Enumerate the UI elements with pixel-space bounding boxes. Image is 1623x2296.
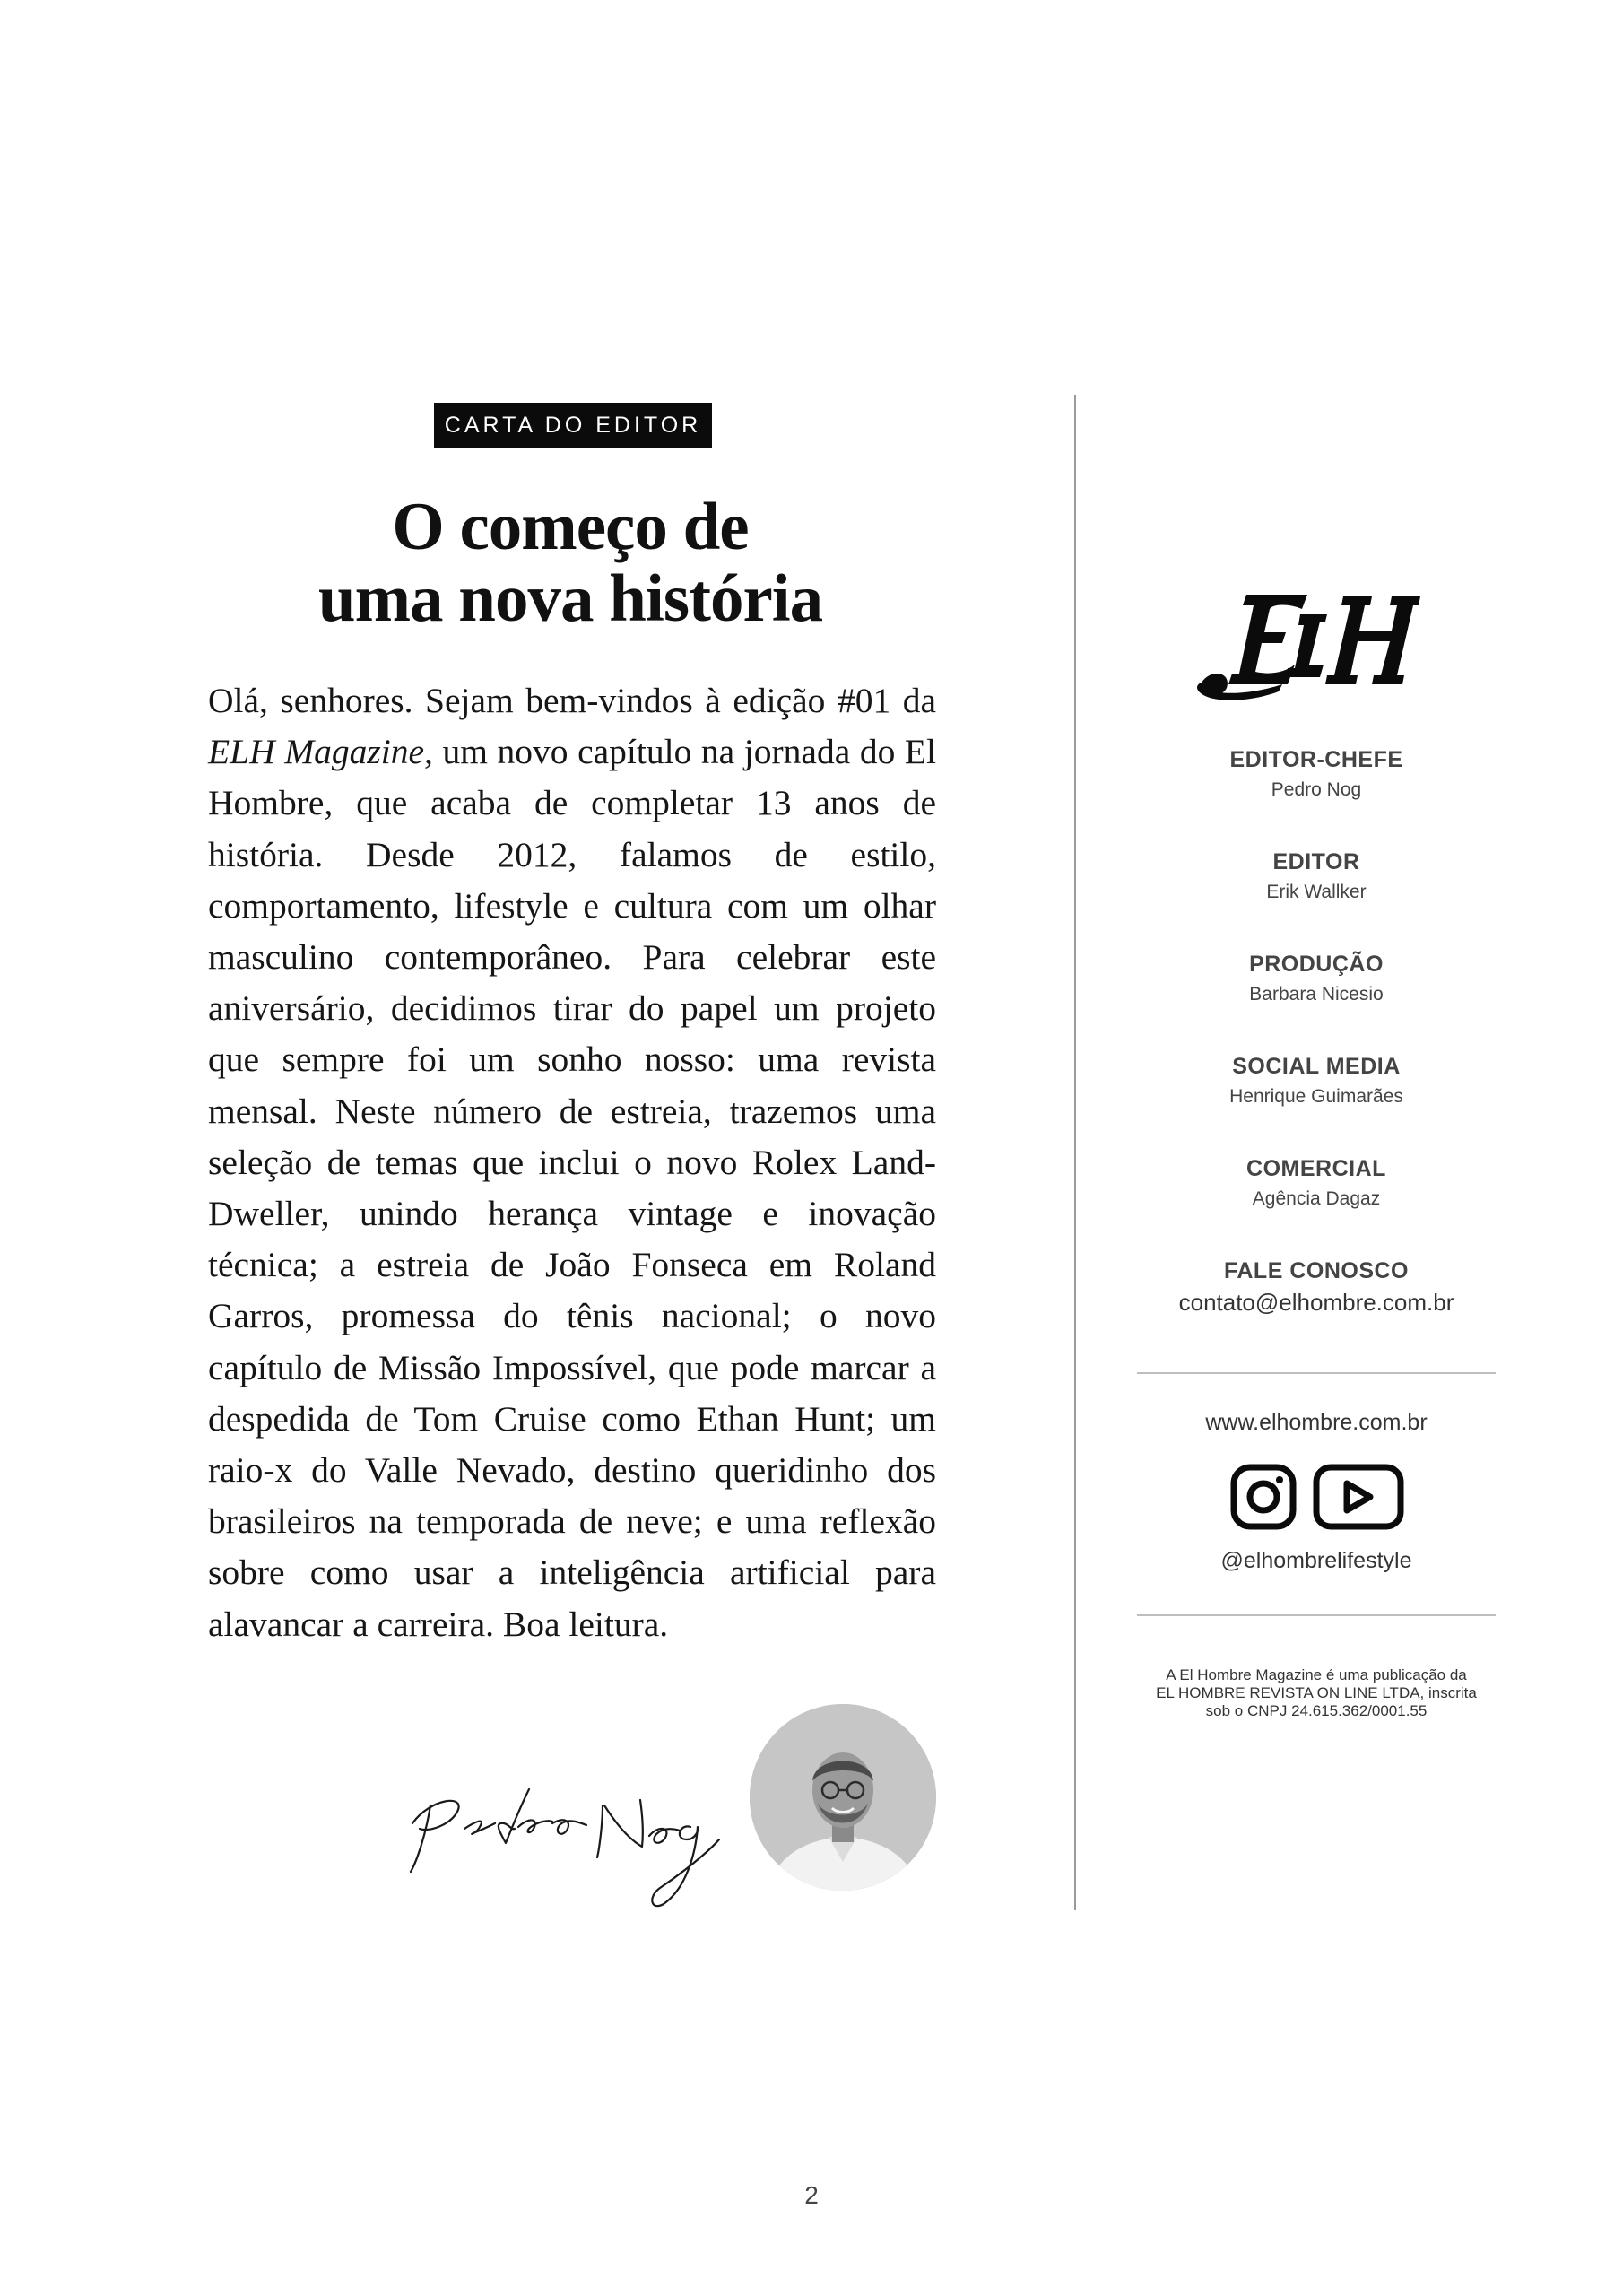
social-handle[interactable]: @elhombrelifestyle bbox=[1220, 1548, 1412, 1573]
magazine-name: ELH Magazine bbox=[208, 732, 424, 772]
body-text: , um novo capítulo na jornada do El Hombre, que acaba de completar 13 anos de história. Desde 2012, falamos de estilo, comportamento, lifestyle e cultura com um olhar masculino contemporâneo. Para celebrar este aniversário, decidimos tirar do papel um projeto que sempre foi um sonho nosso: uma revista mensal. Neste número de estreia, trazemos uma seleção de temas que inclui o novo Rolex Land-Dweller, unindo herança vintage e inovação técnica; a estreia de João Fonseca em Roland Garros, promessa do tênis nacional; o novo capítulo de Missão Impossível, que pode marcar a despedida de Tom Cruise como Ethan Hunt; um raio-x do Valle Nevado, destino queridinho dos brasileiros na temporada de neve; e uma reflexão sobre como usar a inteligência artificial para alavancar a carreira. Boa leitura. bbox=[208, 732, 937, 1644]
elh-logo bbox=[1193, 578, 1426, 704]
column-divider bbox=[1074, 395, 1076, 1910]
staff-name: Henrique Guimarães bbox=[1229, 1086, 1403, 1107]
title-line-2: uma nova história bbox=[317, 561, 823, 636]
publisher-note bbox=[1137, 1666, 1496, 1720]
staff-entry bbox=[1137, 949, 1496, 1051]
instagram-icon[interactable] bbox=[1234, 1467, 1293, 1526]
website-link[interactable]: www.elhombre.com.br bbox=[1205, 1410, 1428, 1435]
staff-entry bbox=[1137, 1051, 1496, 1153]
staff-name: Pedro Nog bbox=[1271, 779, 1362, 800]
footer-divider bbox=[1137, 1614, 1496, 1616]
staff-name: Erik Wallker bbox=[1266, 882, 1367, 902]
staff-name: Agência Dagaz bbox=[1252, 1188, 1381, 1209]
portrait-illustration bbox=[750, 1704, 936, 1891]
staff-entry bbox=[1137, 1153, 1496, 1256]
body-intro: Olá, senhores. Sejam bem-vindos à edição #01 da bbox=[208, 681, 936, 720]
staff-role: COMERCIAL bbox=[1246, 1156, 1386, 1181]
contact-role: FALE CONOSCO bbox=[1223, 1258, 1409, 1283]
staff-entry bbox=[1137, 847, 1496, 949]
masthead-divider bbox=[1137, 1372, 1496, 1374]
publisher-note-line: sob o CNPJ 24.615.362/0001.55 bbox=[1205, 1702, 1428, 1719]
staff-role: PRODUÇÃO bbox=[1249, 952, 1384, 977]
signature-image bbox=[395, 1753, 735, 1915]
page-title bbox=[206, 491, 934, 635]
contact-email-link[interactable]: contato@elhombre.com.br bbox=[1178, 1289, 1454, 1316]
social-icons bbox=[1230, 1464, 1405, 1532]
contact-entry bbox=[1137, 1256, 1496, 1358]
page-number: 2 bbox=[804, 2181, 819, 2209]
publisher-note-line: EL HOMBRE REVISTA ON LINE LTDA, inscrita bbox=[1156, 1684, 1477, 1701]
staff-name: Barbara Nicesio bbox=[1249, 984, 1384, 1004]
staff-role: EDITOR-CHEFE bbox=[1229, 747, 1403, 772]
staff-entry bbox=[1137, 744, 1496, 847]
editor-portrait bbox=[750, 1704, 936, 1891]
masthead bbox=[1137, 744, 1496, 1358]
publisher-note-line: A El Hombre Magazine é uma publicação da bbox=[1166, 1666, 1467, 1683]
editor-letter-body bbox=[208, 675, 936, 1650]
youtube-icon[interactable] bbox=[1316, 1467, 1401, 1526]
section-tag: CARTA DO EDITOR bbox=[434, 403, 712, 448]
staff-role: EDITOR bbox=[1272, 849, 1360, 874]
title-line-1: O começo de bbox=[392, 490, 749, 564]
staff-role: SOCIAL MEDIA bbox=[1232, 1054, 1401, 1079]
